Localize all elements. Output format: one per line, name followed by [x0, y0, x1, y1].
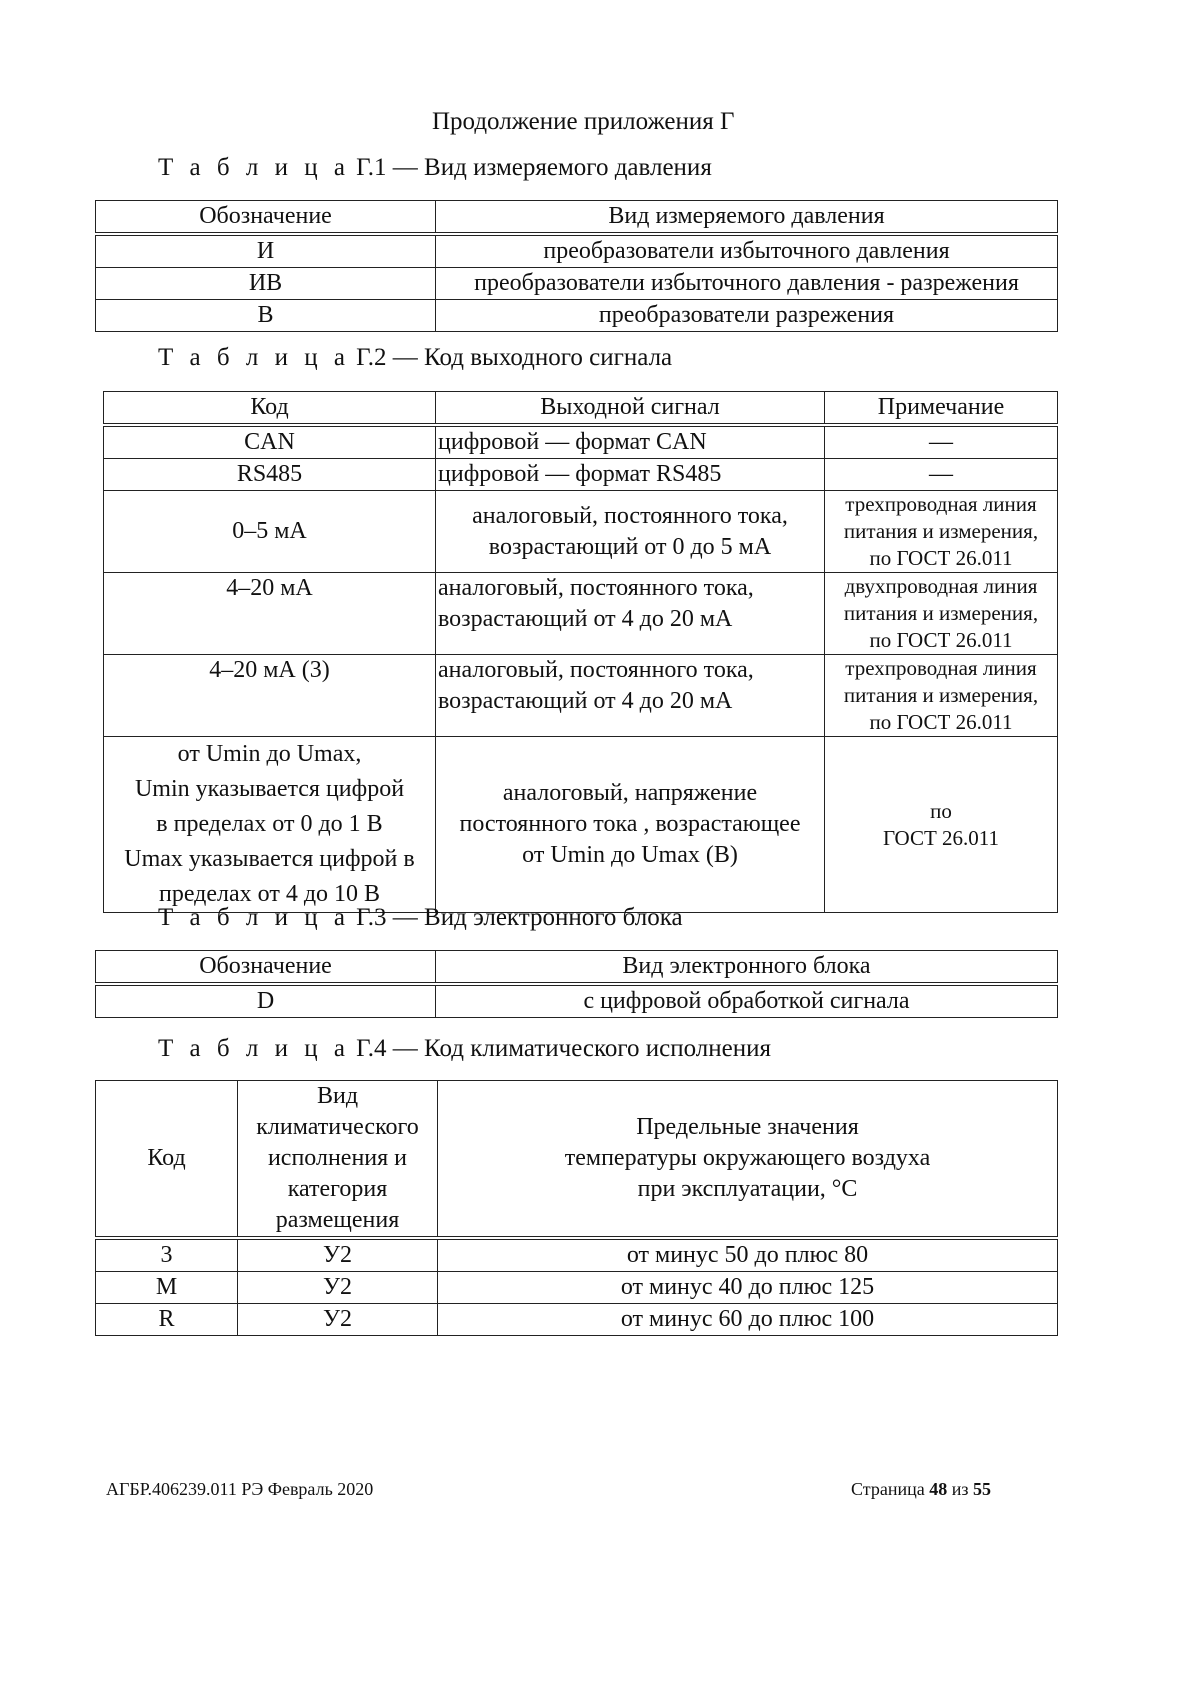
table-row [104, 737, 1058, 913]
table-row [96, 234, 1058, 268]
table2-cell-code: 0–5 мА [104, 491, 436, 573]
table2-cell-signal [436, 491, 825, 573]
table1 [95, 200, 1058, 332]
table4-cell-code: M [96, 1272, 238, 1304]
table3-caption-title: Г.3 — Вид электронного блока [356, 904, 683, 931]
table2-caption [158, 344, 672, 372]
code-line: Umax указывается цифрой в [124, 846, 415, 872]
table-row [96, 268, 1058, 300]
signal-line: от Umin до Umax (В) [522, 842, 738, 868]
table2-caption-title: Г.2 — Код выходного сигнала [356, 344, 673, 371]
table4-caption [158, 1035, 771, 1063]
header-line: Предельные значения [636, 1114, 859, 1140]
header-line: Вид [316, 1083, 359, 1109]
table2-cell-code [104, 737, 436, 913]
table4-caption-prefix: Т а б л и ц а [158, 1035, 350, 1062]
table3-header-row [96, 951, 1058, 985]
table2-cell-note: — [825, 459, 1058, 491]
header-line: температуры окружающего воздуха [564, 1145, 931, 1171]
table-row [104, 425, 1058, 459]
page-word: Страница [851, 1479, 925, 1499]
table2-cell-note [825, 491, 1058, 573]
table3-header-designation: Обозначение [96, 951, 436, 985]
note-line: двухпроводная линия [844, 574, 1038, 598]
table1-cell-code: И [96, 234, 436, 268]
table4-cell-kind: У2 [238, 1304, 438, 1336]
table2-header-row [104, 392, 1058, 426]
table-row [96, 1272, 1058, 1304]
footer-page-number [851, 1479, 991, 1500]
signal-line: аналоговый, напряжение [502, 780, 758, 806]
table1-header-pressure-type: Вид измеряемого давления [436, 201, 1058, 235]
table1-caption [158, 154, 712, 182]
table2-cell-note [825, 573, 1058, 655]
table3-caption-prefix: Т а б л и ц а [158, 904, 350, 931]
note-line: трехпроводная линия [845, 656, 1037, 680]
table2-cell-signal: цифровой — формат CAN [436, 425, 825, 459]
table4-cell-temp: от минус 60 до плюс 100 [438, 1304, 1058, 1336]
note-line: питания и измерения, [843, 519, 1039, 543]
table2-caption-prefix: Т а б л и ц а [158, 344, 350, 371]
table2-cell-code: CAN [104, 425, 436, 459]
header-line: размещения [275, 1207, 400, 1233]
page-of-word: из [951, 1479, 969, 1499]
table1-cell-desc: преобразователи избыточного давления - разрежения [436, 268, 1058, 300]
table2-cell-signal: цифровой — формат RS485 [436, 459, 825, 491]
table2-cell-code: 4–20 мА (3) [104, 655, 436, 737]
table2-cell-signal [436, 655, 825, 737]
header-line: исполнения и [267, 1145, 408, 1171]
table2-cell-note: — [825, 425, 1058, 459]
table-row [104, 655, 1058, 737]
note-line: ГОСТ 26.011 [882, 825, 1000, 850]
signal-line: аналоговый, постоянного тока, [472, 502, 788, 529]
table4-header-code: Код [96, 1081, 238, 1239]
table1-caption-prefix: Т а б л и ц а [158, 154, 350, 181]
signal-line: постоянного тока , возрастающее [459, 811, 801, 837]
note-line: питания и измерения, [843, 683, 1039, 707]
table2-cell-note [825, 655, 1058, 737]
table4 [95, 1080, 1058, 1336]
table-row [104, 573, 1058, 655]
table1-header-designation: Обозначение [96, 201, 436, 235]
table1-cell-desc: преобразователи избыточного давления [436, 234, 1058, 268]
table2-cell-signal [436, 737, 825, 913]
note-line: по [930, 798, 952, 823]
signal-line: аналоговый, постоянного тока, [438, 575, 754, 601]
signal-line: аналоговый, постоянного тока, [438, 657, 754, 683]
table2-header-signal: Выходной сигнал [436, 392, 825, 426]
table4-header-row [96, 1081, 1058, 1239]
table1-cell-code: ИВ [96, 268, 436, 300]
table2-cell-signal [436, 573, 825, 655]
code-line: от Umin до Umax, [177, 741, 362, 767]
table-row [104, 491, 1058, 573]
table2-cell-code: RS485 [104, 459, 436, 491]
table4-header-temperature [438, 1081, 1058, 1239]
header-line: при эксплуатации, °С [637, 1176, 858, 1202]
code-line: пределах от 4 до 10 В [158, 881, 381, 907]
page-current: 48 [929, 1479, 948, 1499]
signal-line: возрастающий от 4 до 20 мА [438, 688, 733, 714]
signal-line: возрастающий от 0 до 5 мА [488, 533, 772, 560]
table4-cell-kind: У2 [238, 1238, 438, 1272]
table4-header-kind [238, 1081, 438, 1239]
table2-header-note: Примечание [825, 392, 1058, 426]
table4-cell-temp: от минус 40 до плюс 125 [438, 1272, 1058, 1304]
header-line: климатического [256, 1114, 419, 1140]
table-row [96, 300, 1058, 332]
table4-cell-code: 3 [96, 1238, 238, 1272]
table4-cell-temp: от минус 50 до плюс 80 [438, 1238, 1058, 1272]
table3 [95, 950, 1058, 1018]
table3-cell-code: D [96, 984, 436, 1018]
table-row [96, 1238, 1058, 1272]
page-total: 55 [972, 1479, 991, 1499]
table2 [103, 391, 1058, 913]
table1-caption-title: Г.1 — Вид измеряемого давления [356, 154, 712, 181]
table3-cell-desc: с цифровой обработкой сигнала [436, 984, 1058, 1018]
table-row [96, 1304, 1058, 1336]
page-heading: Продолжение приложения Г [432, 108, 735, 135]
table4-cell-code: R [96, 1304, 238, 1336]
code-line: в пределах от 0 до 1 В [156, 811, 383, 837]
table2-header-code: Код [104, 392, 436, 426]
footer-doc-id: АГБР.406239.011 РЭ Февраль 2020 [106, 1479, 374, 1499]
header-line: категория [287, 1176, 388, 1202]
note-line: по ГОСТ 26.011 [869, 628, 1013, 652]
table2-cell-code: 4–20 мА [104, 573, 436, 655]
table1-header-row [96, 201, 1058, 235]
table2-cell-note [825, 737, 1058, 913]
table4-caption-title: Г.4 — Код климатического исполнения [356, 1035, 772, 1062]
table3-header-unit-type: Вид электронного блока [436, 951, 1058, 985]
signal-line: возрастающий от 4 до 20 мА [438, 606, 733, 632]
table-row [104, 459, 1058, 491]
code-line: Umin указывается цифрой [134, 776, 405, 802]
note-line: трехпроводная линия [845, 492, 1037, 516]
table4-cell-kind: У2 [238, 1272, 438, 1304]
note-line: по ГОСТ 26.011 [869, 546, 1013, 570]
table1-cell-desc: преобразователи разрежения [436, 300, 1058, 332]
table-row [96, 984, 1058, 1018]
note-line: питания и измерения, [843, 601, 1039, 625]
table3-caption [158, 904, 683, 932]
table1-cell-code: В [96, 300, 436, 332]
note-line: по ГОСТ 26.011 [869, 710, 1013, 734]
